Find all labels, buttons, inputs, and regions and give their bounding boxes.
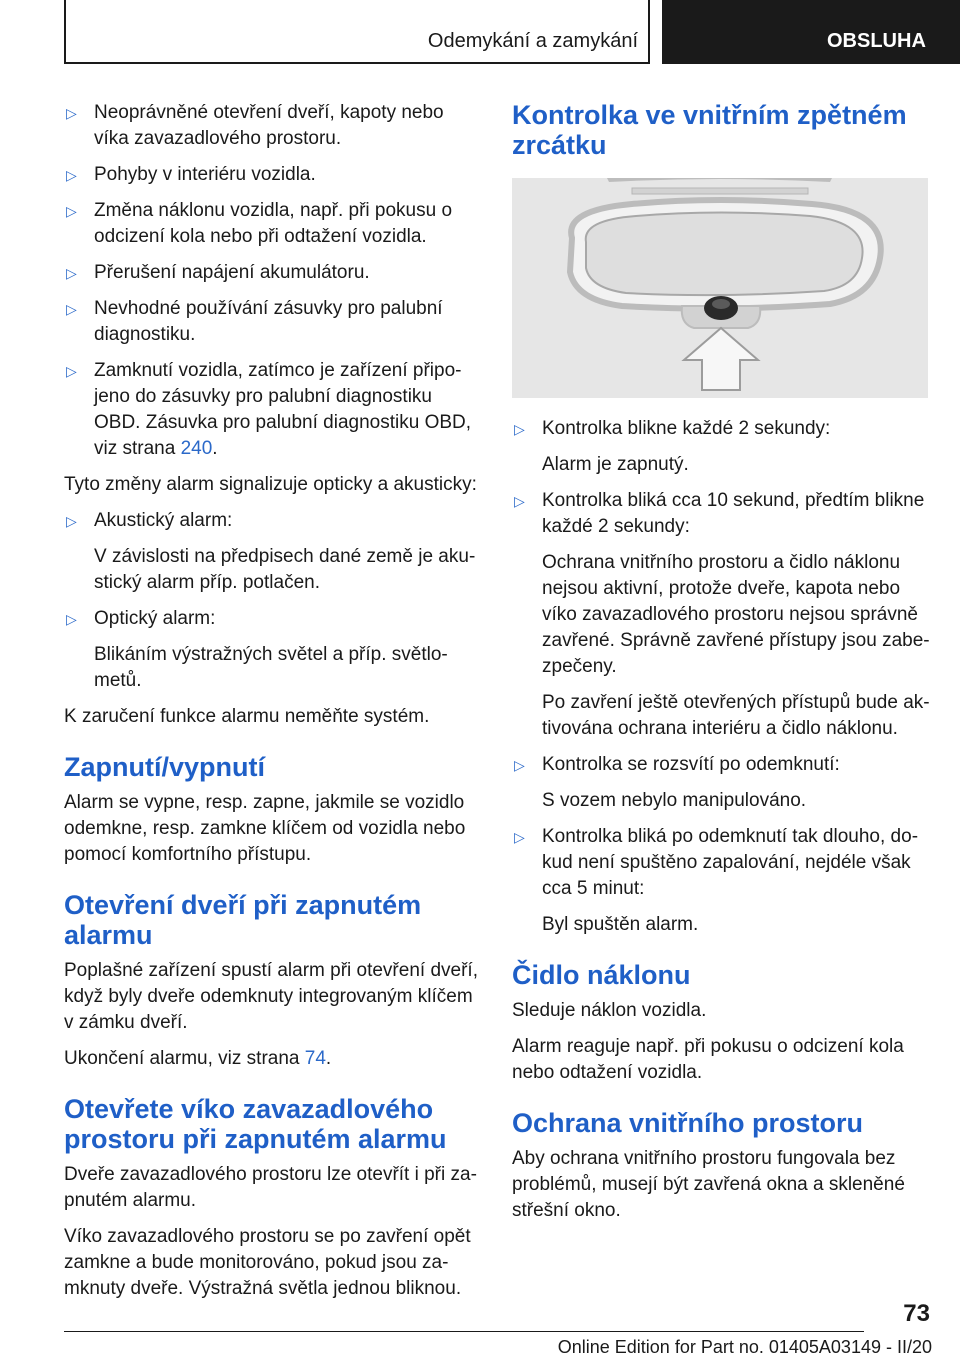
- list-item: ▷ Přerušení napájení akumulátoru.: [64, 260, 482, 286]
- bullet-triangle-icon: ▷: [66, 167, 77, 183]
- heading-indicator: Kontrolka ve vnitřním zpětném zrcátku: [512, 100, 907, 160]
- heading-onoff: Zapnutí/vypnutí: [64, 752, 265, 782]
- bullet-triangle-icon: ▷: [514, 757, 525, 773]
- signal-list: [64, 508, 482, 694]
- footer-divider: [64, 1331, 864, 1332]
- bullet-triangle-icon: ▷: [66, 301, 77, 317]
- header-frame: [64, 0, 650, 64]
- bullet-triangle-icon: ▷: [514, 829, 525, 845]
- heading-tilt-sensor: Čidlo náklonu: [512, 960, 691, 990]
- list-item: ▷ Kontrolka bliká cca 10 sekund, předtím blikne každé 2 sekundy: Ochrana vnitřního prostoru a čidlo náklonu nejsou aktivní, protože dveře, kapota nebo víko zavazadlového prostoru nejsou správně zavřené. Správně zavřené přístupy jsou zabezpečeny. Po zavření ještě otevřených přístupů bude aktivována ochrana interiéru a čidlo náklonu.: [514, 490, 930, 739]
- list-item: ▷ Kontrolka bliká po odemknutí tak dlouho, dokud není spuštěno zapalování, nejdéle však cca 5 minut: Byl spuštěn alarm.: [514, 826, 919, 935]
- trunk-text-2: Víko zavazadlového prostoru se po zavření opět zamkne a bude monitorováno, pokud jsou zamknuty dveře. Výstražná světla jednou bliknou.: [64, 1226, 471, 1299]
- signal-intro: Tyto změny alarm signalizuje opticky a akusticky:: [64, 474, 477, 495]
- rearview-mirror-icon: [512, 178, 928, 398]
- list-item: ▷ Kontrolka se rozsvítí po odemknutí: S vozem nebylo manipulováno.: [514, 754, 840, 811]
- list-item: ▷ Zamknutí vozidla, zatímco je zařízení připojeno do zásuvky pro palubní diagnostiku OBD. Zásuvka pro palubní diagnostiku OBD, viz strana 240.: [66, 360, 472, 459]
- interior-text: Aby ochrana vnitřního prostoru fungovala bez problémů, musejí být zavřená okna a skleněné střešní okno.: [512, 1148, 905, 1221]
- edition-note: Online Edition for Part no. 01405A03149 - II/20: [557, 1337, 932, 1357]
- bullet-triangle-icon: ▷: [514, 421, 525, 437]
- mirror-illustration: [512, 178, 928, 398]
- onoff-text: Alarm se vypne, resp. zapne, jakmile se vozidlo odemkne, resp. zamkne klíčem od vozidla nebo pomocí komfortního přístupu.: [64, 792, 466, 865]
- page-number: 73: [903, 1300, 930, 1327]
- heading-open-doors: Otevření dveří při zapnutém alarmu: [64, 890, 422, 950]
- list-item: ▷ Nevhodné používání zásuvky pro palubní diagnostiku.: [66, 298, 443, 345]
- trunk-text-1: Dveře zavazadlového prostoru lze otevřít i při zapnutém alarmu.: [64, 1164, 477, 1211]
- list-item: ▷ Pohyby v interiéru vozidla.: [64, 162, 482, 188]
- tilt-text-2: Alarm reaguje např. při pokusu o odcizení kola nebo odtažení vozidla.: [512, 1036, 904, 1083]
- bullet-triangle-icon: ▷: [66, 611, 77, 627]
- heading-trunk: Otevřete víko zavazadlového prostoru při zapnutém alarmu: [64, 1094, 447, 1154]
- bullet-triangle-icon: ▷: [66, 105, 77, 121]
- indicator-list: [512, 416, 930, 938]
- section-title: Odemykání a zamykání: [427, 30, 638, 52]
- list-item: ▷ Neoprávněné otevření dveří, kapoty nebo víka zavazadlového prostoru.: [66, 102, 444, 149]
- list-item: ▷ Akustický alarm: V závislosti na předpisech dané země je akustický alarm příp. potlačen.: [66, 510, 476, 593]
- end-alarm-text: Ukončení alarmu, viz strana 74.: [64, 1048, 332, 1069]
- list-item: ▷ Kontrolka blikne každé 2 sekundy: Alarm je zapnutý.: [514, 418, 831, 475]
- page-link-74[interactable]: 74: [304, 1048, 326, 1069]
- bullet-triangle-icon: ▷: [66, 203, 77, 219]
- heading-interior: Ochrana vnitřního prostoru: [512, 1108, 864, 1138]
- open-doors-text: Poplašné zařízení spustí alarm při otevření dveří, když byly dveře odemknuty integrovaným klíčem v zámku dveří.: [64, 960, 478, 1033]
- bullet-triangle-icon: ▷: [66, 513, 77, 529]
- list-item: ▷ Změna náklonu vozidla, např. při pokusu o odcizení kola nebo při odtažení vozidla.: [66, 200, 453, 247]
- chapter-tab: [662, 0, 960, 64]
- no-modify-note: K zaručení funkce alarmu neměňte systém.: [64, 706, 430, 727]
- bullet-triangle-icon: ▷: [514, 493, 525, 509]
- list-item: ▷ Optický alarm: Blikáním výstražných světel a příp. světlometů.: [66, 608, 448, 691]
- bullet-triangle-icon: ▷: [66, 265, 77, 281]
- left-column: [64, 100, 482, 1312]
- right-column: [512, 100, 930, 1234]
- trigger-list: [64, 100, 482, 462]
- page-link-240[interactable]: 240: [180, 438, 213, 459]
- bullet-triangle-icon: ▷: [66, 363, 77, 379]
- tilt-text-1: Sleduje náklon vozidla.: [512, 1000, 707, 1021]
- chapter-label: OBSLUHA: [827, 30, 926, 52]
- page-header: [64, 0, 960, 64]
